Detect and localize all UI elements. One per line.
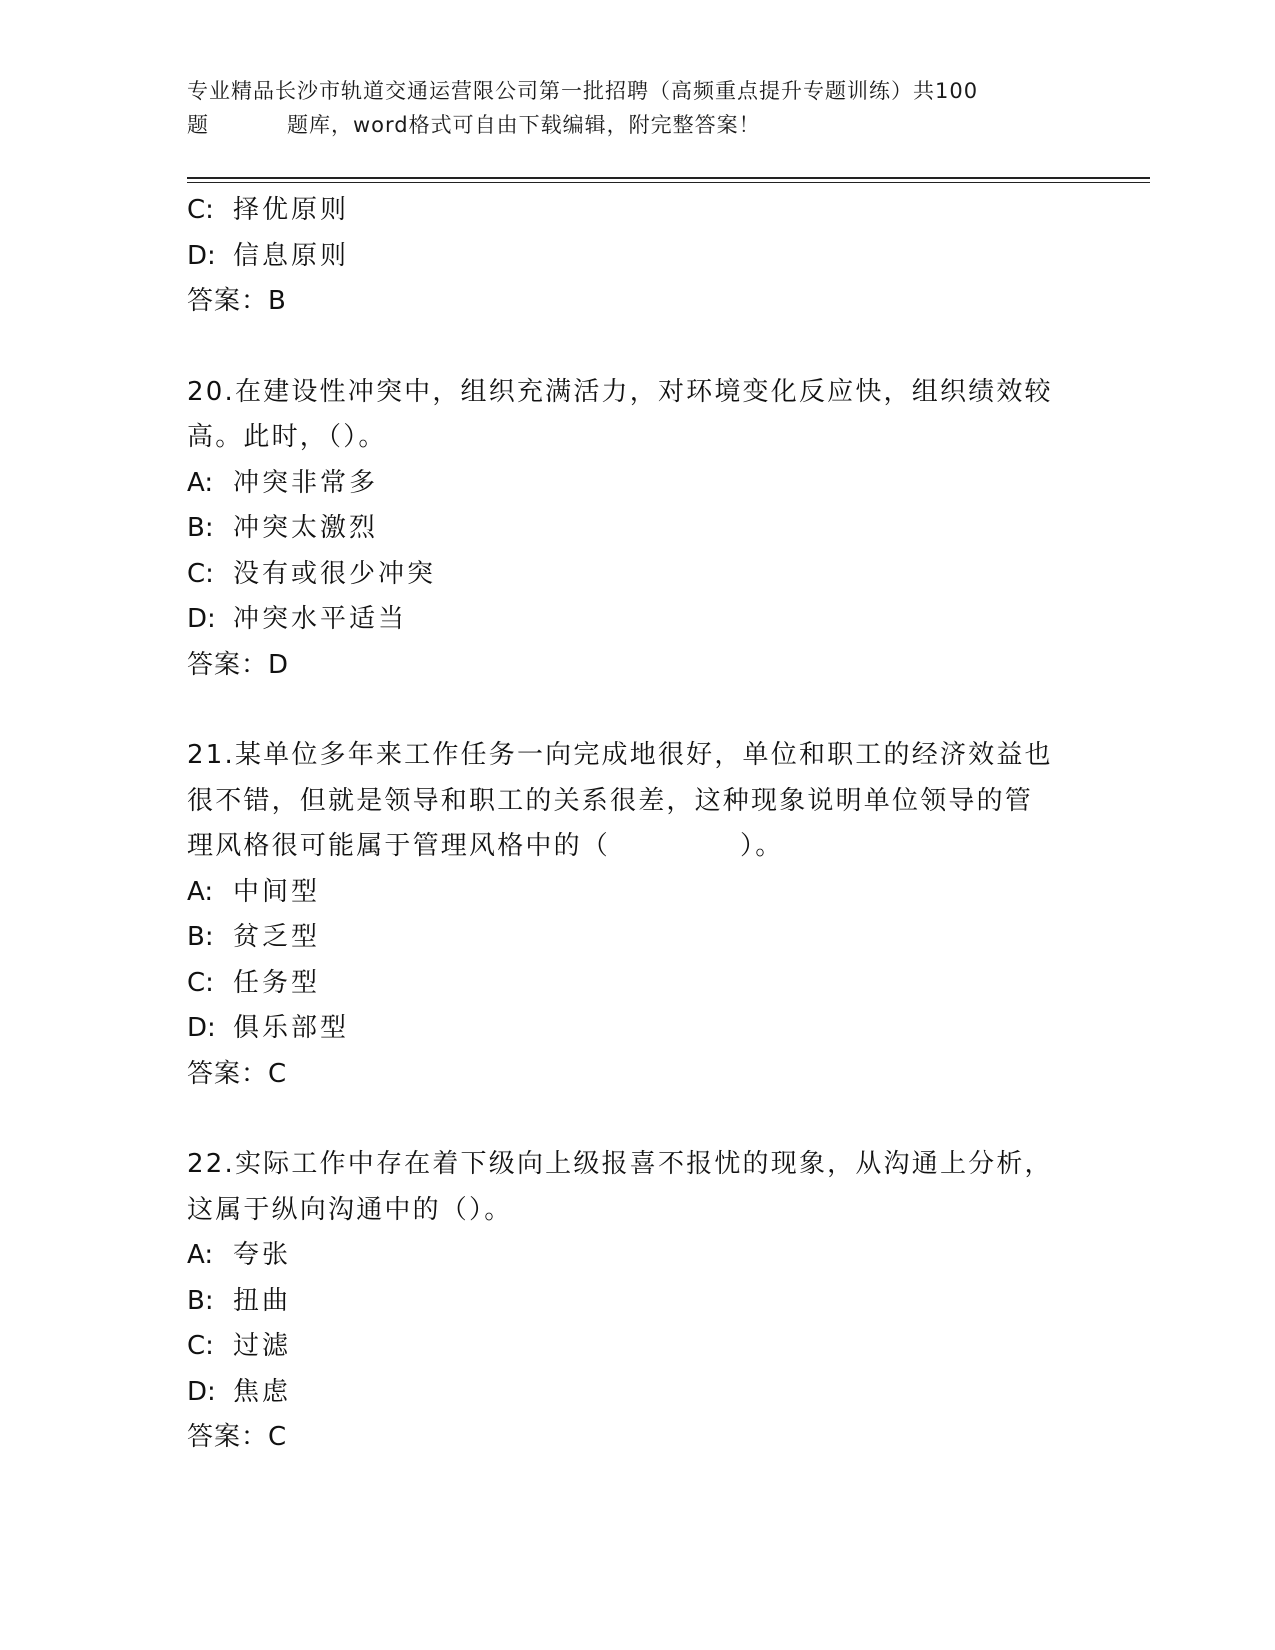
option-text: 择优原则 bbox=[233, 195, 350, 225]
option-text: 冲突水平适当 bbox=[233, 604, 408, 634]
option-b bbox=[187, 915, 1087, 961]
option-key: A: bbox=[187, 1240, 214, 1270]
document-body bbox=[187, 188, 1087, 1461]
option-c bbox=[187, 552, 1087, 598]
header-line-2-rest: 题库，word格式可自由下载编辑，附完整答案！ bbox=[287, 113, 761, 137]
option-key: A: bbox=[187, 467, 214, 498]
header-divider-thick bbox=[187, 177, 1150, 179]
option-text: 扭曲 bbox=[233, 1285, 292, 1316]
answer-line: 答案：B bbox=[187, 286, 287, 316]
question-text-line: 22.实际工作中存在着下级向上级报喜不报忧的现象，从沟通上分析， bbox=[187, 1149, 1053, 1179]
question-22 bbox=[187, 1142, 1087, 1233]
option-a bbox=[187, 870, 1087, 916]
option-key: C: bbox=[187, 195, 214, 225]
option-a bbox=[187, 1233, 1087, 1279]
option-key: D: bbox=[187, 1013, 216, 1043]
option-a bbox=[187, 461, 1087, 507]
option-c bbox=[187, 961, 1087, 1007]
option-key: B: bbox=[187, 513, 214, 543]
question-text-line bbox=[187, 824, 1087, 870]
option-key: D: bbox=[187, 604, 216, 634]
option-text: 冲突非常多 bbox=[233, 467, 379, 498]
header-divider-thin bbox=[187, 182, 1150, 183]
option-text: 中间型 bbox=[233, 876, 321, 907]
option-text: 俱乐部型 bbox=[233, 1013, 350, 1043]
option-text: 冲突太激烈 bbox=[233, 513, 379, 543]
option-c bbox=[187, 1324, 1087, 1370]
option-key: C: bbox=[187, 1331, 214, 1361]
option-b bbox=[187, 1279, 1087, 1325]
header-line-2-lead: 题 bbox=[187, 113, 209, 137]
question-20 bbox=[187, 370, 1087, 461]
option-c bbox=[187, 188, 1087, 234]
answer-line: 答案：C bbox=[187, 1058, 288, 1089]
option-d bbox=[187, 597, 1087, 643]
question-text-line: 这属于纵向沟通中的（）。 bbox=[187, 1194, 513, 1225]
option-key: A: bbox=[187, 876, 214, 907]
option-text: 任务型 bbox=[233, 967, 321, 998]
option-text: 信息原则 bbox=[233, 240, 350, 271]
question-text-line: 高。此时，（）。 bbox=[187, 422, 387, 452]
option-b bbox=[187, 506, 1087, 552]
option-key: B: bbox=[187, 1285, 214, 1316]
question-text-line: 20.在建设性冲突中，组织充满活力，对环境变化反应快，组织绩效较 bbox=[187, 376, 1053, 407]
option-d bbox=[187, 1370, 1087, 1416]
option-text: 贫乏型 bbox=[233, 922, 321, 952]
option-d bbox=[187, 1006, 1087, 1052]
option-text: 没有或很少冲突 bbox=[233, 558, 437, 589]
page-header bbox=[187, 74, 1087, 142]
option-key: D: bbox=[187, 240, 216, 271]
option-text: 焦虑 bbox=[233, 1376, 292, 1407]
option-key: C: bbox=[187, 967, 214, 998]
option-key: C: bbox=[187, 558, 214, 589]
header-line-1: 专业精品长沙市轨道交通运营限公司第一批招聘（高频重点提升专题训练）共100 bbox=[187, 79, 979, 103]
question-text-line: 21.某单位多年来工作任务一向完成地很好，单位和职工的经济效益也 bbox=[187, 740, 1053, 770]
option-text: 过滤 bbox=[233, 1331, 292, 1361]
question-text-before-blank: 理风格很可能属于管理风格中的（ bbox=[187, 831, 611, 861]
option-text: 夸张 bbox=[233, 1240, 292, 1270]
question-text-line: 很不错，但就是领导和职工的关系很差，这种现象说明单位领导的管 bbox=[187, 785, 1034, 816]
option-d bbox=[187, 234, 1087, 280]
answer-line: 答案：C bbox=[187, 1422, 288, 1452]
option-key: D: bbox=[187, 1376, 216, 1407]
question-21 bbox=[187, 733, 1087, 870]
header-line-2 bbox=[187, 108, 1087, 142]
option-key: B: bbox=[187, 922, 214, 952]
answer-line: 答案：D bbox=[187, 649, 290, 680]
question-text-after-blank: ）。 bbox=[740, 831, 784, 861]
question-19-tail bbox=[187, 188, 1087, 325]
